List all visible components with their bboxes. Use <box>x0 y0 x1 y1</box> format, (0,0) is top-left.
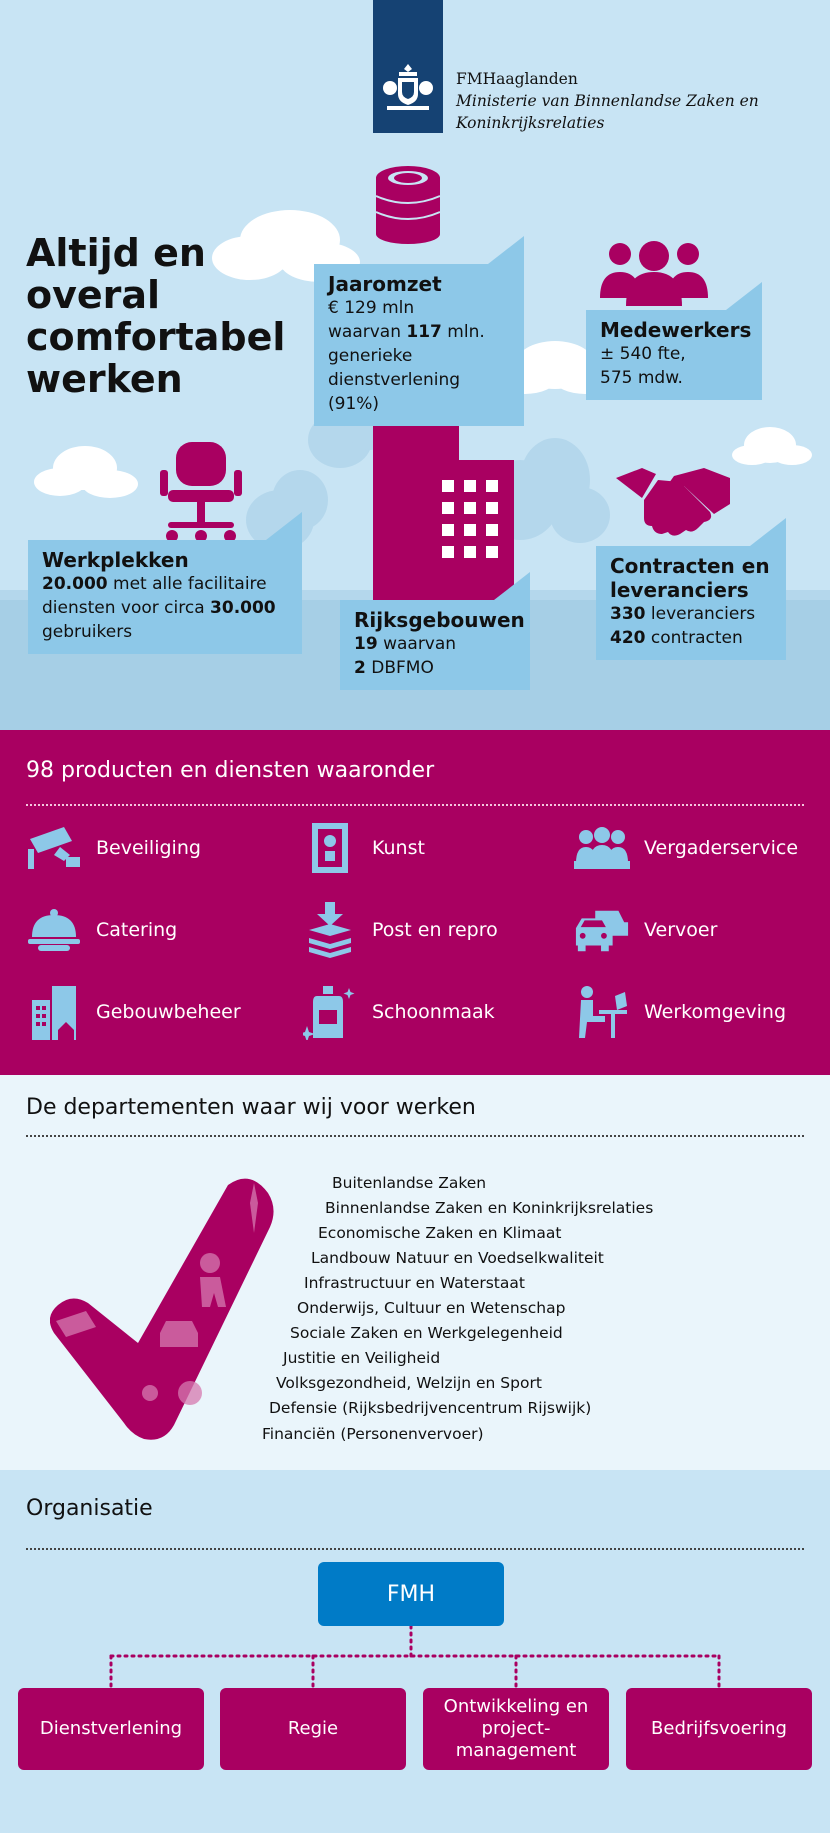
workplaces-number: 30.000 <box>210 598 276 618</box>
coat-of-arms-icon <box>381 62 435 114</box>
revenue-line: dienstverlening (91%) <box>328 370 461 414</box>
employees-line: ± 540 fte, <box>600 344 686 364</box>
org-unit-line: management <box>455 1740 577 1761</box>
revenue-number: 117 <box>406 322 442 342</box>
desk-worker-icon <box>574 986 630 1038</box>
service-label: Kunst <box>372 837 425 859</box>
department-item: Financiën (Personenvervoer) <box>262 1425 484 1443</box>
buildings-title: Rijksgebouwen <box>354 608 525 632</box>
coins-icon <box>374 164 442 246</box>
revenue-line: € 129 mln <box>328 298 415 318</box>
service-item <box>574 904 717 956</box>
workplaces-text: met alle facilitaire <box>107 574 267 594</box>
service-item <box>26 986 241 1038</box>
org-chart-connectors <box>0 1470 830 1833</box>
art-frame-icon <box>302 822 358 874</box>
org-unit <box>423 1688 609 1770</box>
cleaning-spray-icon <box>302 986 358 1038</box>
contracts-box <box>596 546 786 660</box>
department-item: Volksgezondheid, Welzijn en Sport <box>276 1374 542 1392</box>
security-camera-icon <box>26 822 82 874</box>
org-unit-line: project- <box>481 1718 551 1739</box>
ministry-line-1: Ministerie van Binnenlandse Zaken en <box>456 92 759 110</box>
service-label: Vervoer <box>644 919 718 941</box>
department-item: Economische Zaken en Klimaat <box>318 1224 562 1242</box>
org-unit: Dienstverlening <box>18 1688 204 1770</box>
title-line: overal <box>26 273 161 317</box>
organisation-title: Organisatie <box>26 1496 153 1521</box>
contracts-title: Contracten en <box>610 554 770 578</box>
building-icon <box>26 986 82 1038</box>
service-label: Beveiliging <box>96 837 201 859</box>
service-item <box>302 822 425 874</box>
office-chair-icon <box>158 440 244 544</box>
department-item: Infrastructuur en Waterstaat <box>304 1274 525 1292</box>
title-line: Altijd en <box>26 231 206 275</box>
service-label: Gebouwbeheer <box>96 1001 241 1023</box>
contracts-text: leveranciers <box>645 604 756 624</box>
departments-title: De departementen waar wij voor werken <box>26 1095 476 1120</box>
divider <box>26 804 804 806</box>
contracts-number: 330 <box>610 604 646 624</box>
department-item: Defensie (Rijksbedrijvencentrum Rijswijk) <box>269 1399 592 1417</box>
car-icon <box>574 904 630 956</box>
government-logo-bar <box>373 0 443 133</box>
workplaces-box <box>28 540 302 654</box>
checkmark-illustration <box>50 1173 278 1441</box>
service-label: Vergaderservice <box>644 837 799 859</box>
contracts-line <box>610 602 772 626</box>
workplaces-title: Werkplekken <box>42 548 189 572</box>
department-item: Binnenlandse Zaken en Koninkrijksrelaties <box>325 1199 654 1217</box>
org-unit-line: Ontwikkeling en <box>443 1696 589 1717</box>
org-root-fmh: FMH <box>318 1562 504 1626</box>
service-item <box>302 904 498 956</box>
service-item <box>574 986 786 1038</box>
org-name: FMHaaglanden <box>456 70 578 88</box>
department-item: Sociale Zaken en Werkgelegenheid <box>290 1324 563 1342</box>
title-line: comfortabel <box>26 315 286 359</box>
service-label: Schoonmaak <box>372 1001 495 1023</box>
contracts-line <box>610 626 772 650</box>
workplaces-line <box>42 596 288 620</box>
buildings-text: DBFMO <box>365 658 434 678</box>
workplaces-text: diensten voor circa <box>42 598 211 618</box>
buildings-number: 19 <box>354 634 378 654</box>
organisation-name <box>456 68 759 134</box>
workplaces-number: 20.000 <box>42 574 108 594</box>
buildings-number: 2 <box>354 658 366 678</box>
services-section <box>0 730 830 1075</box>
buildings-box <box>340 600 530 690</box>
catering-cloche-icon <box>26 904 82 956</box>
revenue-text: waarvan <box>328 322 407 342</box>
title-line: werken <box>26 357 183 401</box>
buildings-line <box>354 656 516 680</box>
post-stack-icon <box>302 904 358 956</box>
department-item: Landbouw Natuur en Voedselkwaliteit <box>311 1249 604 1267</box>
service-label: Post en repro <box>372 919 498 941</box>
hero-section <box>0 0 830 730</box>
revenue-line <box>328 320 510 344</box>
service-item <box>26 904 177 956</box>
employees-icon <box>598 240 710 306</box>
revenue-line: generieke <box>328 346 413 366</box>
contracts-title: leveranciers <box>610 578 749 602</box>
revenue-title: Jaaromzet <box>328 272 442 296</box>
contracts-number: 420 <box>610 628 646 648</box>
department-item: Justitie en Veiligheid <box>283 1349 441 1367</box>
departments-section <box>0 1075 830 1470</box>
page-title <box>26 232 285 400</box>
meeting-icon <box>574 822 630 874</box>
department-item: Onderwijs, Cultuur en Wetenschap <box>297 1299 566 1317</box>
service-label: Werkomgeving <box>644 1001 787 1023</box>
workplaces-line <box>42 572 288 596</box>
org-unit: Bedrijfsvoering <box>626 1688 812 1770</box>
buildings-line <box>354 632 516 656</box>
service-item <box>302 986 495 1038</box>
ministry-line-2: Koninkrijksrelaties <box>456 114 605 132</box>
department-item: Buitenlandse Zaken <box>332 1174 487 1192</box>
employees-box <box>586 310 762 400</box>
service-item <box>26 822 201 874</box>
workplaces-line: gebruikers <box>42 622 133 642</box>
revenue-text: mln. <box>441 322 485 342</box>
org-unit: Regie <box>220 1688 406 1770</box>
contracts-text: contracten <box>645 628 743 648</box>
buildings-text: waarvan <box>377 634 457 654</box>
service-label: Catering <box>96 919 178 941</box>
employees-line: 575 mdw. <box>600 368 683 388</box>
revenue-box <box>314 264 524 426</box>
services-title: 98 producten en diensten waaronder <box>26 758 435 783</box>
service-item <box>574 822 798 874</box>
divider <box>26 1135 804 1137</box>
handshake-icon <box>614 464 732 544</box>
organisation-section <box>0 1470 830 1833</box>
employees-title: Medewerkers <box>600 318 752 342</box>
